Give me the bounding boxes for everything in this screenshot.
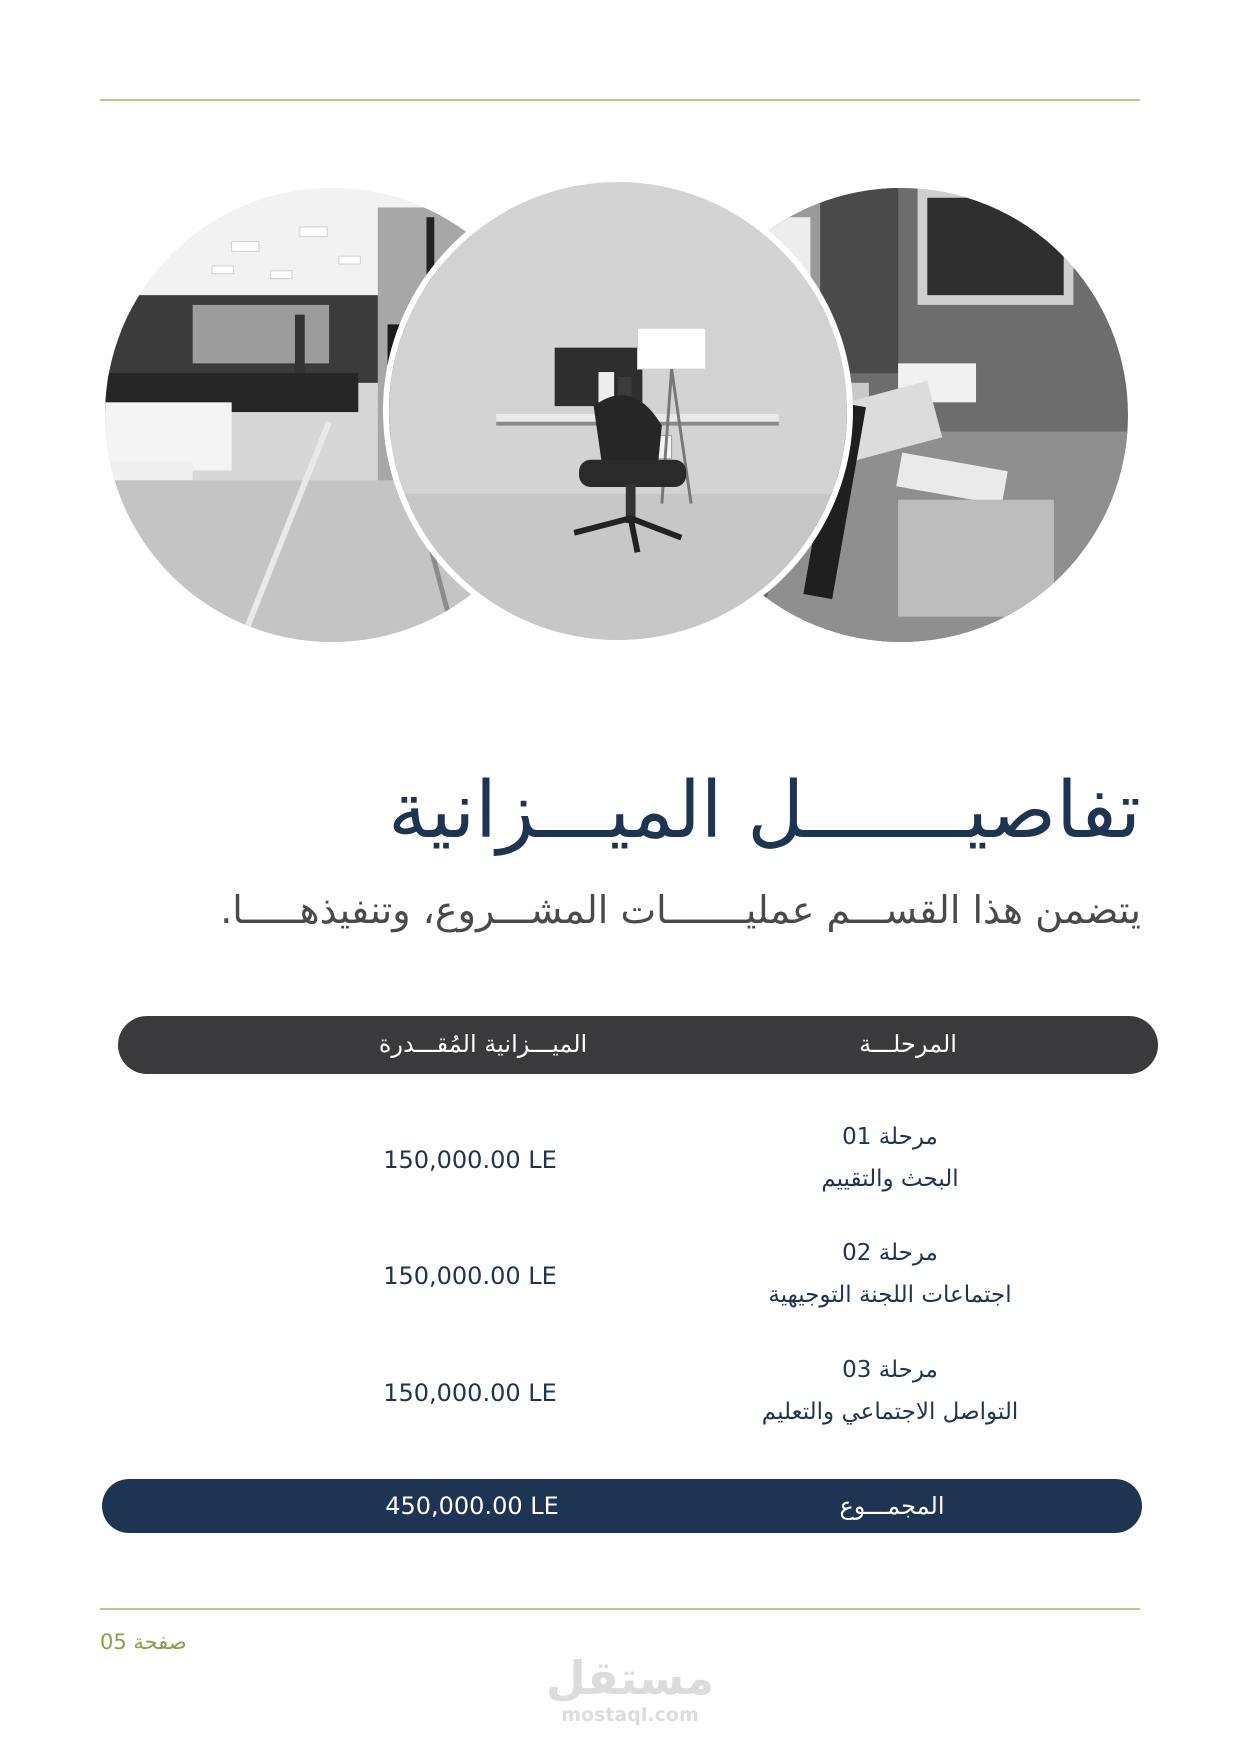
mostaql-watermark — [540, 1652, 720, 1726]
page-subtitle: يتضمن هذا القســـم عمليـــــــات المشـــروع، وتنفيذهـــــا. — [220, 888, 1141, 932]
watermark-logo: مستقل — [545, 1651, 715, 1705]
budget-amount: 150,000.00 LE — [383, 1379, 557, 1407]
page-title: تفاصيـــــــل الميـــزانية — [388, 766, 1141, 856]
watermark-url: mostaql.com — [561, 1704, 699, 1726]
stage-detail: البحث والتقييم — [821, 1166, 959, 1192]
stage-number: مرحلة 02 — [842, 1240, 938, 1266]
stage-cell — [690, 1232, 1090, 1316]
stage-detail: اجتماعات اللجنة التوجيهية — [768, 1282, 1012, 1308]
total-row — [102, 1479, 1142, 1533]
stage-cell — [690, 1116, 1090, 1200]
stage-number: مرحلة 01 — [842, 1124, 938, 1150]
top-divider — [100, 99, 1140, 101]
table-row — [100, 1116, 1140, 1206]
table-row — [100, 1349, 1140, 1439]
page-number: صفحة 05 — [100, 1630, 187, 1654]
budget-amount: 150,000.00 LE — [383, 1146, 557, 1174]
stage-cell — [690, 1349, 1090, 1433]
office-desk-chair-photo — [383, 176, 853, 646]
header-budget-label: الميـــزانية المُقـــدرة — [378, 1030, 588, 1058]
total-amount: 450,000.00 LE — [385, 1492, 559, 1520]
header-stage-label: المرحلـــة — [859, 1030, 957, 1058]
total-label: المجمـــوع — [839, 1492, 945, 1520]
table-row — [100, 1232, 1140, 1322]
bottom-divider — [100, 1608, 1140, 1610]
stage-detail: التواصل الاجتماعي والتعليم — [761, 1399, 1019, 1425]
budget-table-header — [118, 1016, 1158, 1074]
stage-number: مرحلة 03 — [842, 1357, 938, 1383]
budget-amount: 150,000.00 LE — [383, 1262, 557, 1290]
